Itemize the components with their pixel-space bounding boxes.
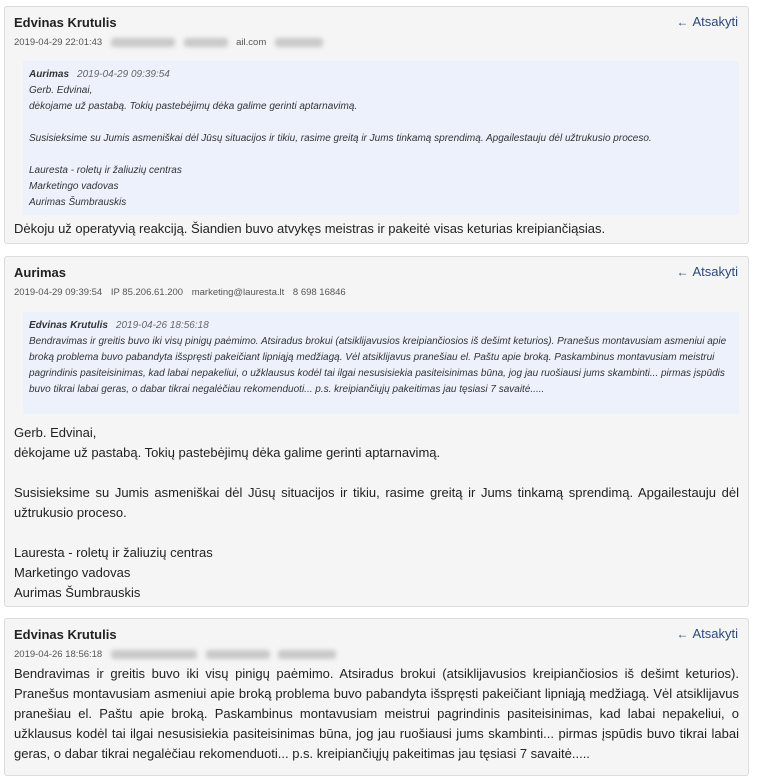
redacted-email bbox=[184, 38, 228, 47]
body-line: Susisieksime su Jumis asmeniškai dėl Jūsų situacijos ir tikiu, rasime greitą ir Jums tinkamą sprendimą. Apgailestauju dėl užtrukusio proceso. bbox=[14, 485, 739, 520]
comment-meta bbox=[14, 649, 342, 660]
comment-date: 2019-04-29 22:01:43 bbox=[14, 37, 103, 48]
reply-label: Atsakyti bbox=[692, 14, 738, 29]
reply-arrow-icon: ← bbox=[676, 264, 689, 279]
body-line: Aurimas Šumbrauskis bbox=[14, 585, 141, 600]
redacted-phone bbox=[278, 650, 336, 659]
redacted-phone bbox=[275, 38, 323, 47]
body-line: dėkojame už pastabą. Tokių pastebėjimų dėka galime gerinti aptarnavimą. bbox=[14, 445, 441, 460]
quote-author: Aurimas bbox=[29, 69, 70, 80]
redacted-ip bbox=[111, 38, 175, 47]
comment bbox=[4, 618, 749, 776]
comment bbox=[4, 6, 749, 244]
quote-line: Aurimas Šumbrauskis bbox=[29, 197, 127, 208]
comment-meta bbox=[14, 37, 329, 48]
quote-author: Edvinas Krutulis bbox=[29, 320, 108, 331]
comment-phone: 8 698 16846 bbox=[292, 287, 346, 298]
quote-line: dėkojame už pastabą. Tokių pastebėjimų dėka galime gerinti aptarnavimą. bbox=[29, 101, 358, 112]
body-line: Gerb. Edvinai, bbox=[14, 425, 97, 440]
redacted-ip bbox=[111, 650, 197, 659]
reply-label: Atsakyti bbox=[692, 264, 738, 279]
reply-button[interactable] bbox=[676, 264, 738, 279]
comment-date: 2019-04-26 18:56:18 bbox=[14, 649, 103, 660]
body-line: Marketingo vadovas bbox=[14, 565, 131, 580]
reply-button[interactable] bbox=[676, 14, 738, 29]
quote-line bbox=[29, 147, 731, 163]
comment-meta bbox=[14, 287, 352, 298]
body-line bbox=[14, 463, 739, 483]
comment-ip: IP 85.206.61.200 bbox=[110, 287, 184, 298]
comment-author: Edvinas Krutulis bbox=[14, 627, 117, 642]
body-line bbox=[14, 523, 739, 543]
quote-line: Susisieksime su Jumis asmeniškai dėl Jūsų situacijos ir tikiu, rasime greitą ir Jums tinkamą sprendimą. Apgailestauju dėl užtrukusio proceso. bbox=[29, 133, 652, 144]
reply-label: Atsakyti bbox=[692, 626, 738, 641]
reply-button[interactable] bbox=[676, 626, 738, 641]
quote-date: 2019-04-29 09:39:54 bbox=[77, 69, 170, 80]
quoted-comment bbox=[23, 312, 739, 414]
reply-arrow-icon: ← bbox=[676, 626, 689, 641]
comment-author: Edvinas Krutulis bbox=[14, 15, 117, 30]
quote-text: Bendravimas ir greitis buvo iki visų pinigų paėmimo. Atsiradus brokui (atsiklijavusios kreipiančiosios iš dešimt keturios). Pranešus montavusiam asmeniui apie broką problema buvo pabandyta išspręsti pakeičiant lipniąją medžiagą. Vėl atsiklijavus pranešiau el. Paštu apie broką. Paskambinus montavusiam meistrui pagrindinis pasiteisinimas, kad labai nepakeliui, o užklausus kodėl tai ilgai nesusisiekia pasiteisinimas būna, jog jau ruošiausi jums skambinti... pirmas įspūdis buvo tikrai labai geras, o dabar tikrai negalėčiau rekomenduoti... p.s. kreipiančiųjų pakeitimas jau tęsiasi 7 savaitė..... bbox=[29, 336, 727, 395]
comment bbox=[4, 256, 749, 607]
body-line: Lauresta - roletų ir žaliuzių centras bbox=[14, 545, 213, 560]
quote-line: Gerb. Edvinai, bbox=[29, 85, 93, 96]
comment-email-suffix: ail.com bbox=[236, 37, 267, 48]
quote-line: Marketingo vadovas bbox=[29, 181, 119, 192]
quote-date: 2019-04-26 18:56:18 bbox=[115, 320, 209, 331]
comment-email: marketing@lauresta.lt bbox=[191, 287, 285, 298]
quote-line bbox=[29, 115, 731, 131]
comment-body: Bendravimas ir greitis buvo iki visų pinigų paėmimo. Atsiradus brokui (atsiklijavusios kreipiančiosios iš dešimt keturios). Pranešus montavusiam asmeniui apie broką problema buvo pabandyta išspręsti pakeičiant lipniąją medžiagą. Vėl atsiklijavus pranešiau el. Paštu apie broką. Paskambinus montavusiam meistrui pagrindinis pasiteisinimas, kad labai nepakeliui, o užklausus kodėl tai ilgai nesusisiekia pasiteisinimas būna, jog jau ruošiausi jums skambinti... pirmas įspūdis buvo tikrai labai geras, o dabar tikrai negalėčiau rekomenduoti... p.s. kreipiančiųjų pakeitimas jau tęsiasi 7 savaitė..... bbox=[14, 666, 739, 761]
quoted-reply bbox=[23, 61, 739, 215]
comment-date: 2019-04-29 09:39:54 bbox=[14, 287, 103, 298]
redacted-email bbox=[206, 650, 270, 659]
reply-arrow-icon: ← bbox=[676, 14, 689, 29]
comment-body: Dėkoju už operatyvią reakciją. Šiandien buvo atvykęs meistras ir pakeitė visas keturias kreipiančiąsias. bbox=[14, 221, 606, 236]
comment-author: Aurimas bbox=[14, 265, 67, 280]
comment-body bbox=[14, 423, 739, 603]
quote-line: Lauresta - roletų ir žaliuzių centras bbox=[29, 165, 182, 176]
